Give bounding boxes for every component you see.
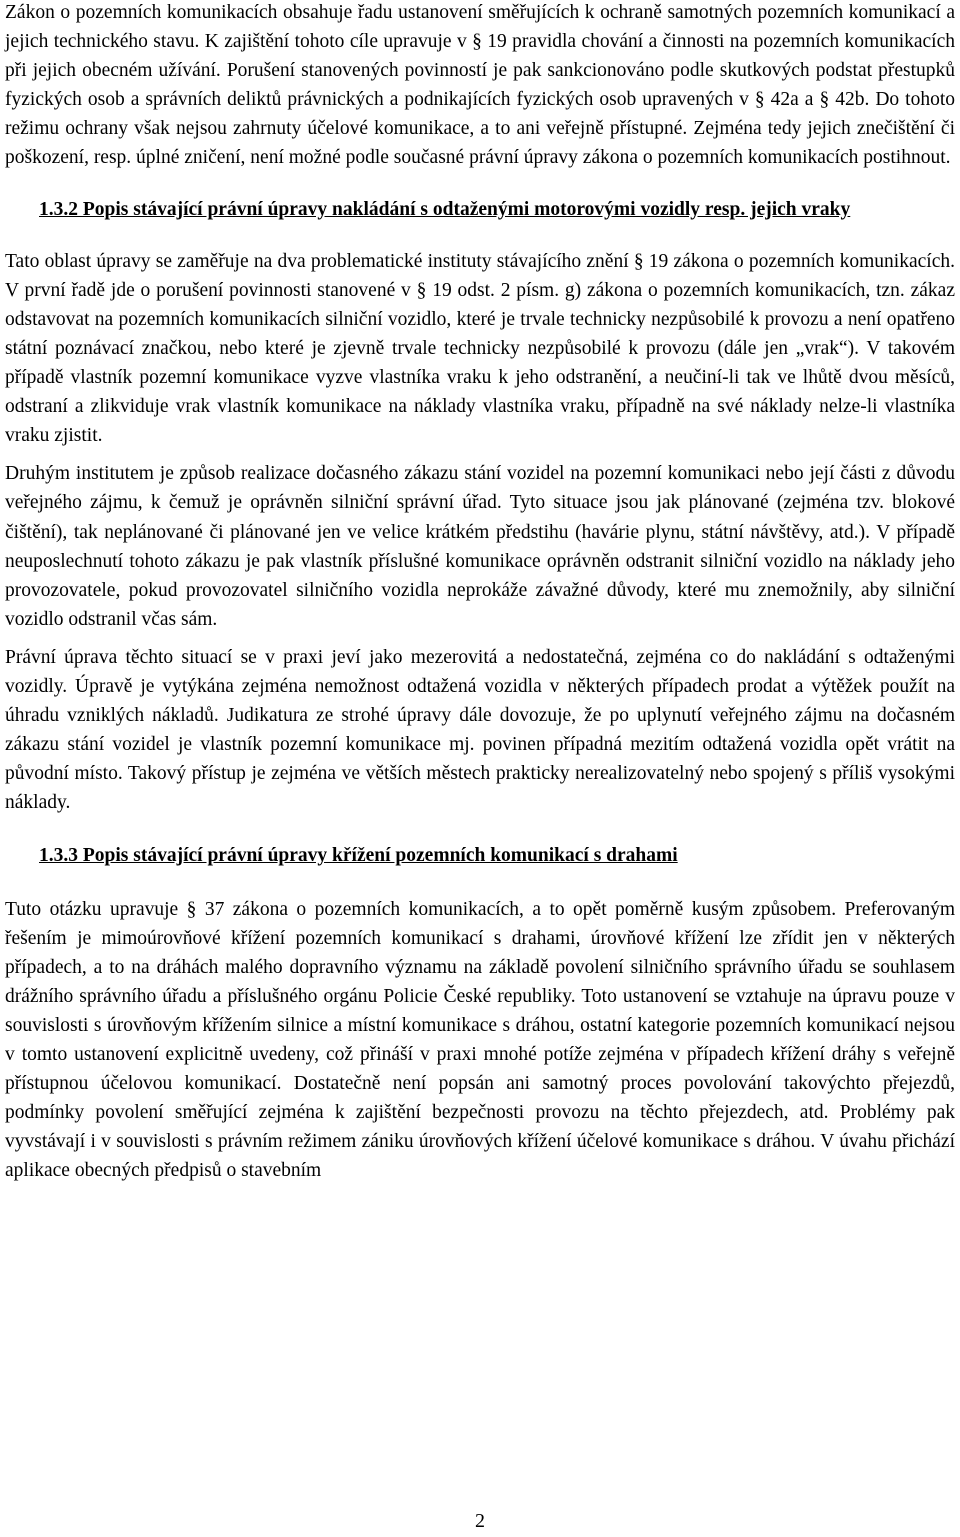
section-1-3-3-paragraph-1: Tuto otázku upravuje § 37 zákona o pozemních komunikacích, a to opět poměrně kusým způsobem. Preferovaným řešením je mimoúrovňové křížení pozemních komunikací s drahami, úrovňové křížení lze zřídit jen v některých případech, a to na dráhách malého dopravního významu na základě povolení silničního správního úřadu se souhlasem drážního správního úřadu a příslušného orgánu Policie České republiky. Toto ustanovení se vztahuje na úpravu pouze v souvislosti s úrovňovým křížením silnice a místní komunikace s dráhou, ostatní kategorie pozemních komunikací nejsou v tomto ustanovení explicitně uvedeny, což přináší v praxi mnohé potíže zejména v případech křížení dráhy s veřejně přístupnou účelovou komunikací. Dostatečně není popsán ani samotný proces povolování takovýchto přejezdů, podmínky povolení směřující zejména k zajištění bezpečnosti provozu na těchto přejezdech, atd. Problémy pak vyvstávají i v souvislosti s právním režimem zániku úrovňových křížení účelové komunikace s dráhou. V úvahu přichází aplikace obecných předpisů o stavebním xyxy=(5,898,955,1182)
section-heading-1-3-3: 1.3.3 Popis stávající právní úpravy křížení pozemních komunikací s drahami xyxy=(39,845,678,867)
section-1-3-2-paragraph-2: Druhým institutem je způsob realizace dočasného zákazu stání vozidel na pozemní komunikaci nebo její části z důvodu veřejného zájmu, k čemuž je oprávněn silniční správní úřad. Tyto situace jsou jak plánované (zejména tzv. blokové čištění), tak neplánované či plánované jen ve velice krátkém předstihu (havárie plynu, státní návštěvy, atd.). V případě neuposlechnutí tohoto zákazu je pak vlastník příslušné komunikace oprávněn odstranit silniční vozidlo na náklady jeho provozovatele, pokud provozovatel silničního vozidla neprokáže závažné důvody, které mu znemožnily, aby silniční vozidlo odstranil včas sám. xyxy=(5,463,955,630)
intro-paragraph: Zákon o pozemních komunikacích obsahuje řadu ustanovení směřujících k ochraně samotných pozemních komunikací a jejich technického stavu. K zajištění tohoto cíle upravuje v § 19 pravidla chování a činnosti na pozemních komunikacích při jejich obecném užívání. Porušení stanovených povinností je pak sankcionováno podle skutkových podstat přestupků fyzických osob a správních deliktů právnických a podnikajících fyzických osob upravených v § 42a a § 42b. Do tohoto režimu ochrany však nejsou zahrnuty účelové komunikace, a to ani veřejně přístupné. Zejména tedy jejich znečištění či poškození, resp. úplné zničení, není možné podle současné právní úpravy zákona o pozemních komunikacích postihnout. xyxy=(5,2,955,169)
section-heading-1-3-2: 1.3.2 Popis stávající právní úpravy nakládání s odtaženými motorovými vozidly resp. jejich vraky xyxy=(39,198,851,220)
page-number: 2 xyxy=(475,1510,485,1532)
section-1-3-2-paragraph-1: Tato oblast úpravy se zaměřuje na dva problematické instituty stávajícího znění § 19 zákona o pozemních komunikacích. V první řadě jde o porušení povinnosti stanovené v § 19 odst. 2 písm. g) zákona o pozemních komunikacích, tzn. zákaz odstavovat na pozemních komunikacích silniční vozidlo, které je trvale technicky nezpůsobilé k provozu a není opatřeno státní poznávací značkou, nebo které je zjevně trvale technicky nezpůsobilé k provozu (dále jen „vrak“). V takovém případě vlastník pozemní komunikace vyzve vlastníka vraku k jeho odstranění, a neučiní-li tak ve lhůtě dvou měsíců, odstraní a zlikviduje vrak vlastník komunikace na náklady vlastníka vraku, případně na své náklady nelze-li vlastníka vraku zjistit. xyxy=(5,250,955,447)
document-page xyxy=(5,0,955,1185)
section-1-3-2-paragraph-3: Právní úprava těchto situací se v praxi jeví jako mezerovitá a nedostatečná, zejména co do nakládání s odtaženými vozidly. Úpravě je vytýkána zejména nemožnost odtažená vozidla v některých případech prodat a výtěžek použít na úhradu vzniklých nákladů. Judikatura ze strohé úpravy dále dovozuje, že po uplynutí veřejného zájmu na dočasném zákazu stání vozidel je vlastník pozemní komunikace mj. povinen případná mezitím odtažená vozidla opět vrátit na původní místo. Takový přístup je zejména ve větších městech prakticky nerealizovatelný nebo spojený s příliš vysokými náklady. xyxy=(5,646,955,814)
